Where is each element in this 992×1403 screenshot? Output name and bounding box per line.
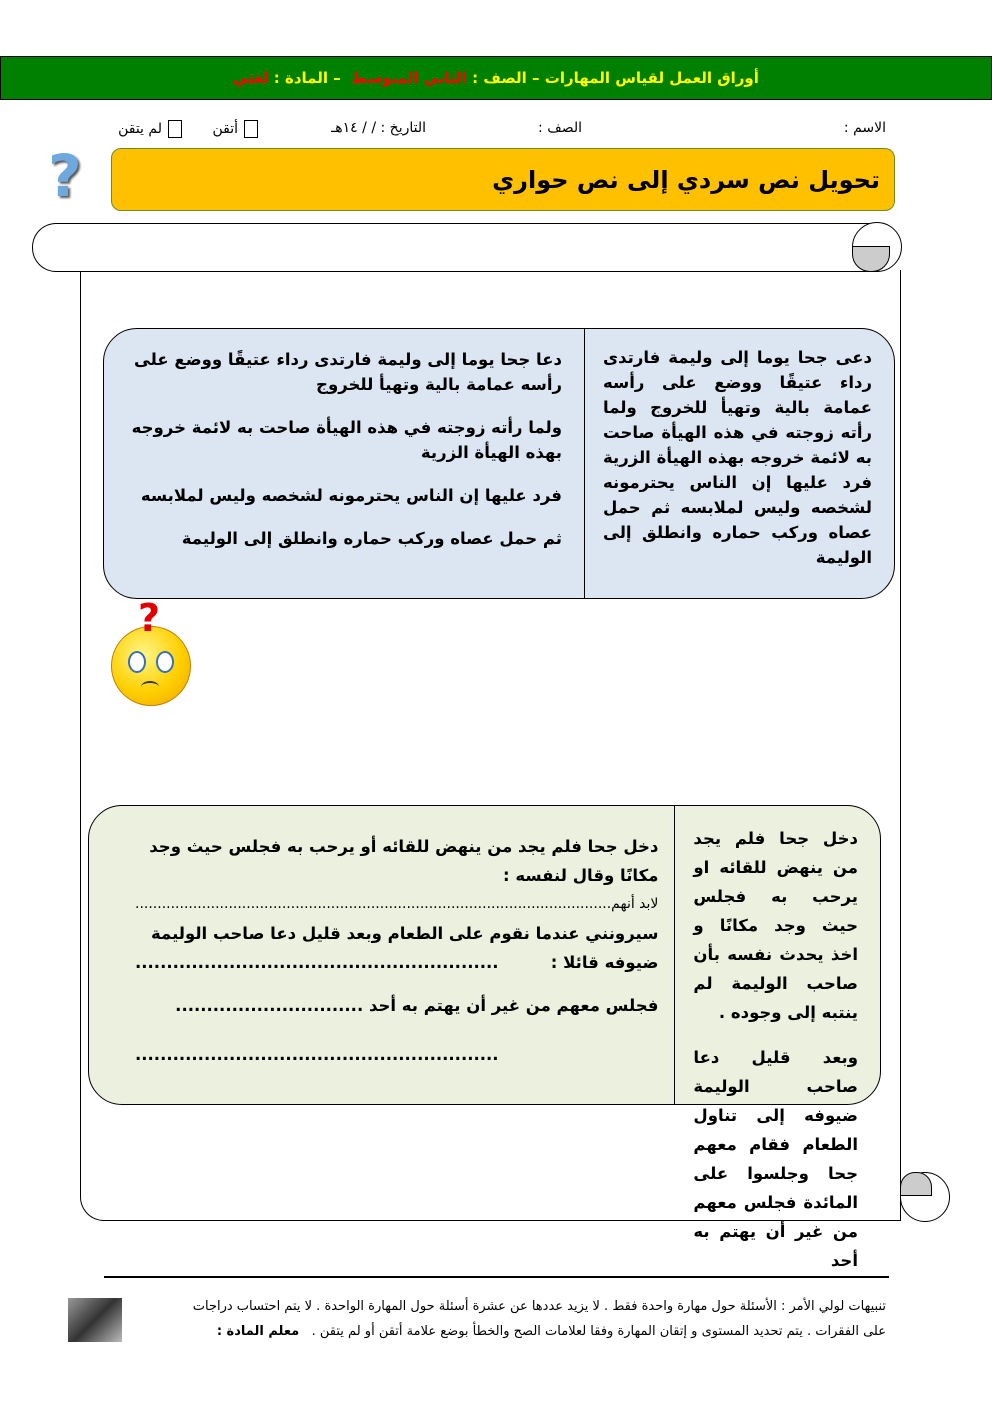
class-label: الصف :: [538, 120, 582, 136]
header-grade: الثاني المتوسط: [351, 69, 467, 87]
answer-dots[interactable]: ..........................................................: [135, 953, 499, 972]
dialogue-area-2[interactable]: [89, 806, 674, 1104]
red-question-mark-icon: ?: [138, 596, 161, 640]
mastered-option[interactable]: [212, 120, 264, 138]
dialogue-line: سيرونني عندما نقوم على الطعام وبعد قليل دعا صاحب الوليمة ضيوفه قائلا :: [151, 924, 659, 972]
paragraph: دخل جحا فلم يجد من ينهض للقائه او يرحب به فجلس حيث وجد مكانًا و اخذ يحدث نفسه بأن صاحب الوليمة لم ينتبه إلى وجوده .: [693, 829, 858, 1022]
dialogue-line: فجلس معهم من غير أن يهتم به أحد: [368, 996, 659, 1015]
mastered-label: أتقن: [212, 121, 238, 137]
footer-line: على الفقرات . يتم تحديد المستوى و إتقان المهارة وفقا لعلامات الصح والخطأ بوضع علامة أتقن أو لم يتقن .: [311, 1324, 886, 1339]
name-label: الاسم :: [843, 120, 886, 136]
paragraph: دعا جحا يوما إلى وليمة فارتدى رداء عتيقًا ووضع على رأسه عمامة بالية وتهيأ للخروج: [133, 350, 562, 394]
title-text: تحويل نص سردي إلى نص حواري: [492, 165, 880, 194]
paragraph: ثم حمل عصاه وركب حماره وانطلق إلى الوليمة: [181, 529, 562, 548]
exercise-1-box: [103, 328, 895, 599]
exercise-2-box: [88, 805, 881, 1270]
header-text: أوراق العمل لقياس المهارات – الصف :: [472, 69, 759, 87]
not-mastered-option[interactable]: [118, 120, 188, 138]
dialogue-area-1[interactable]: [104, 329, 584, 598]
answer-line[interactable]: [135, 890, 658, 919]
question-mark-icon: ?: [48, 142, 82, 210]
teacher-label: معلم المادة :: [216, 1324, 300, 1339]
paragraph: وبعد قليل دعا صاحب الوليمة ضيوفه إلى تناول الطعام فقام معهم جحا وجلسوا على المائدة فجلس معهم من غير أن يهتم به أحد: [693, 1048, 858, 1270]
paragraph: فرد عليها إن الناس يحترمونه لشخصه وليس لملابسه: [140, 486, 562, 505]
date-label: التاريخ : / / ١٤هـ: [331, 120, 426, 136]
narrative-text-1: دعى جحا يوما إلى وليمة فارتدى رداء عتيقًا ووضع على رأسه عمامة بالية وتهيأ للخروج ولما رأته زوجته في هذه الهيأة صاحت به لائمة خروجه بهذه الهيأة الزرية فرد عليها إن الناس يحترمونه لشخصه وليس لملابسه ثم حمل عصاه وركب حماره وانطلق إلى الوليمة: [584, 329, 894, 598]
scroll-curl-bottom-fill: [900, 1172, 932, 1196]
answer-dots[interactable]: ..........................................................: [135, 1045, 499, 1064]
footer-notes: [130, 1294, 886, 1344]
paragraph: ولما رأته زوجته في هذه الهيأة صاحت به لائمة خروجه بهذه الهيأة الزرية: [131, 418, 562, 462]
worksheet-header-bar: [0, 56, 992, 100]
not-mastered-checkbox[interactable]: [168, 120, 182, 138]
not-mastered-label: لم يتقن: [118, 121, 162, 137]
footer-line: تنبيهات لولي الأمر : الأسئلة حول مهارة واحدة فقط . لا يزيد عددها عن عشرة أسئلة حول المهارة الواحدة . لا يتم احتساب دراجات: [192, 1299, 886, 1314]
page-title: [111, 148, 895, 211]
dialogue-line: دخل جحا فلم يجد من ينهض للقائه أو يرحب به فجلس حيث وجد مكانًا وقال لنفسه :: [149, 837, 659, 885]
header-subject-label: – المادة :: [273, 69, 341, 87]
scroll-top-roll: [32, 223, 899, 272]
footer-decorative-image: [68, 1298, 122, 1342]
mastered-checkbox[interactable]: [244, 120, 258, 138]
narrative-text-2: [674, 806, 880, 1270]
answer-dots: ...........................................................................................................: [135, 896, 612, 912]
answer-dots[interactable]: ..............................: [175, 996, 364, 1015]
answer-prefix: لابد أنهم: [611, 896, 659, 912]
header-subject: لغتي: [233, 69, 269, 87]
footer-divider: [104, 1276, 889, 1278]
